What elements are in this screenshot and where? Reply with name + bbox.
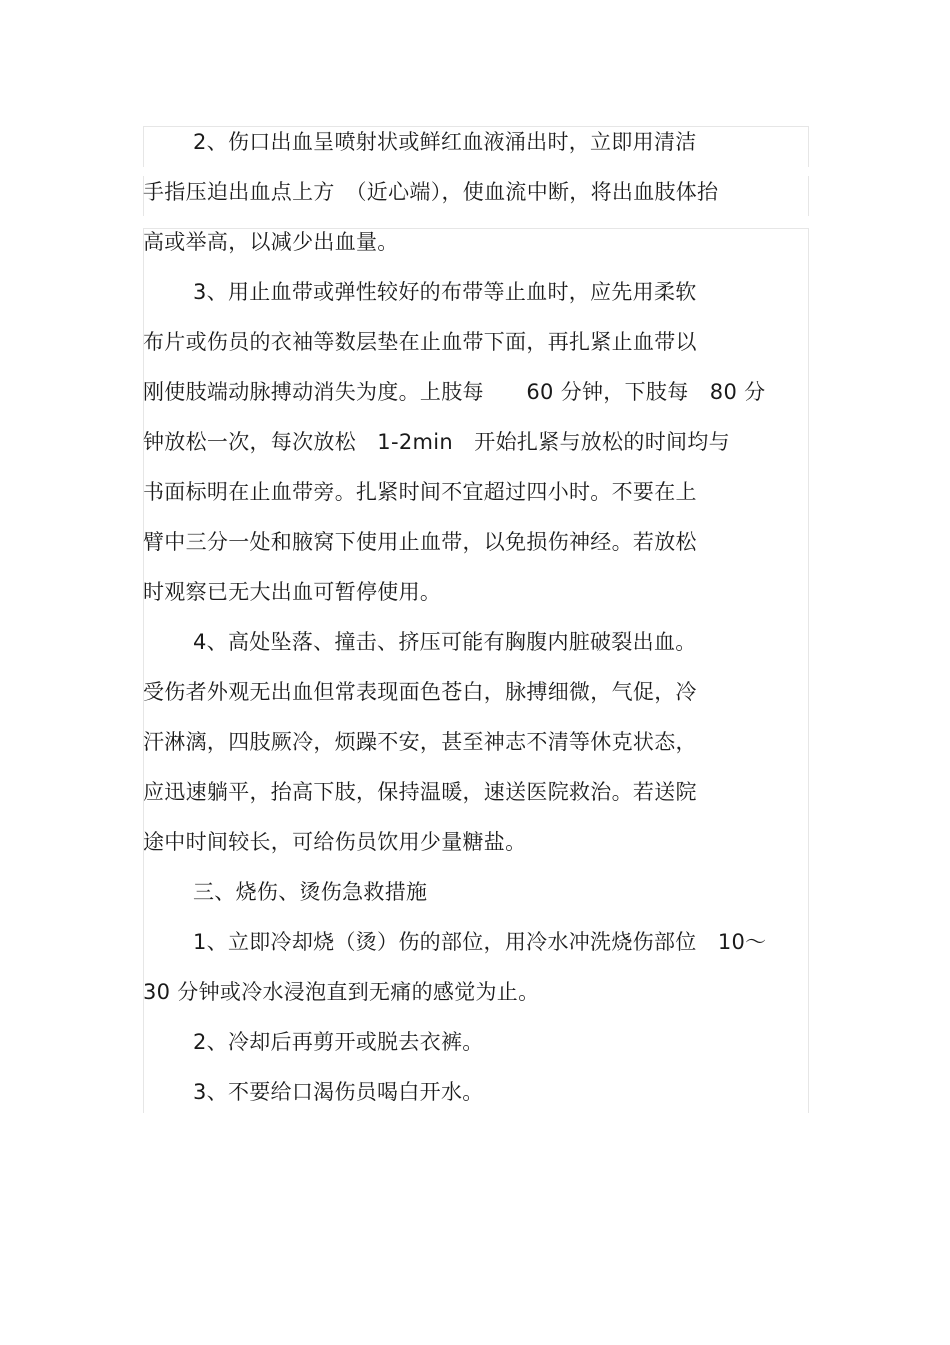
text-line-19: 2、冷却后再剪开或脱去衣裤。 xyxy=(193,1030,484,1054)
text-line-2: 手指压迫出血点上方 （近心端），使血流中断，将出血肢体抬 xyxy=(143,180,719,204)
text-line-7: 钟放松一次，每次放松 1-2min 开始扎紧与放松的时间均与 xyxy=(143,430,730,454)
text-line-8: 书面标明在止血带旁。扎紧时间不宜超过四小时。不要在上 xyxy=(143,480,697,504)
text-line-6: 刚使肢端动脉搏动消失为度。上肢每 60 分钟，下肢每 80 分 xyxy=(143,380,766,404)
text-line-13: 汗淋漓，四肢厥冷，烦躁不安，甚至神志不清等休克状态， xyxy=(143,730,697,754)
text-line-5: 布片或伤员的衣袖等数层垫在止血带下面，再扎紧止血带以 xyxy=(143,330,697,354)
text-line-12: 受伤者外观无出血但常表现面色苍白，脉搏细微，气促，冷 xyxy=(143,680,697,704)
text-line-9: 臂中三分一处和腋窝下使用止血带，以免损伤神经。若放松 xyxy=(143,530,697,554)
text-line-3: 高或举高，以减少出血量。 xyxy=(143,230,399,254)
text-line-14: 应迅速躺平，抬高下肢，保持温暖，速送医院救治。若送院 xyxy=(143,780,697,804)
text-line-4: 3、用止血带或弹性较好的布带等止血时，应先用柔软 xyxy=(193,280,697,304)
text-line-20: 3、不要给口渴伤员喝白开水。 xyxy=(193,1080,484,1104)
text-line-18: 30 分钟或冷水浸泡直到无痛的感觉为止。 xyxy=(143,980,540,1004)
text-line-1: 2、伤口出血呈喷射状或鲜红血液涌出时，立即用清洁 xyxy=(193,130,697,154)
text-line-15: 途中时间较长，可给伤员饮用少量糖盐。 xyxy=(143,830,527,854)
text-line-10: 时观察已无大出血可暂停使用。 xyxy=(143,580,442,604)
text-line-11: 4、高处坠落、撞击、挤压可能有胸腹内脏破裂出血。 xyxy=(193,630,697,654)
section-heading-burns: 三、烧伤、烫伤急救措施 xyxy=(193,880,428,904)
text-line-17: 1、立即冷却烧（烫）伤的部位，用冷水冲洗烧伤部位 10～ xyxy=(193,930,767,954)
